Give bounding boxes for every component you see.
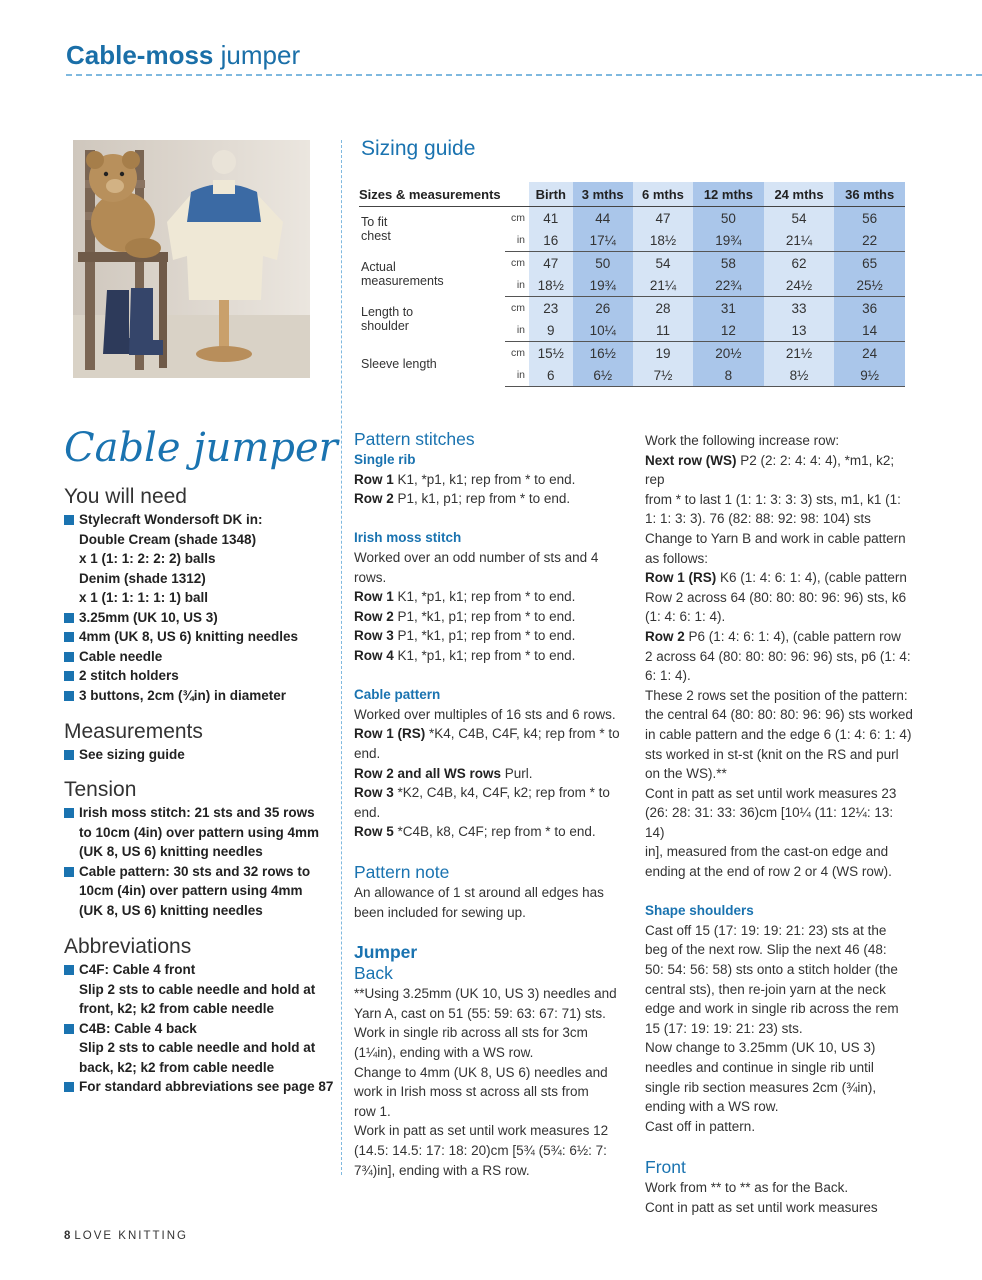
row-label: Row 1 (RS) <box>354 726 426 742</box>
size-value: 8 <box>693 364 764 387</box>
size-value: 65 <box>834 252 905 275</box>
table-header-label: Sizes & measurements <box>359 182 505 207</box>
abbreviations-heading: Abbreviations <box>64 935 192 958</box>
instruction-text: Work the following increase row: <box>645 433 840 448</box>
instruction-row <box>354 724 629 763</box>
size-value: 62 <box>764 252 835 275</box>
paragraph <box>354 984 629 1180</box>
bullet-square <box>64 691 74 701</box>
instruction-row <box>354 470 629 490</box>
instruction-row <box>354 489 629 509</box>
instruction-text: *C4B, k8, C4F; rep from * to end. <box>393 824 596 840</box>
size-value: 58 <box>693 252 764 275</box>
instruction-text: P2 (2: 2: 4: 4: 4), *m1, k2; rep from * to last 1 (1: 1: 3: 3: 3) sts, m1, k1 (1: 1: 1: 3: 3). 76 (82: 88: 92: 98: 104) sts Change to Yarn B and work in cable pattern as follows: <box>645 452 906 566</box>
size-value: 16½ <box>573 342 633 365</box>
instruction-text: P1, *k1, p1; rep from * to end. <box>393 628 576 644</box>
tension-list <box>64 803 339 920</box>
size-value: 25½ <box>834 274 905 297</box>
instruction-text: An allowance of 1 st around all edges has been included for sewing up. <box>354 885 604 921</box>
list-item-text: 3 buttons, 2cm (¾in) in diameter <box>79 687 287 703</box>
abbreviations-list <box>64 960 339 1097</box>
column-divider <box>341 140 342 1175</box>
size-value: 22 <box>834 229 905 252</box>
section-heading: Pattern note <box>354 862 450 883</box>
page-title: Cable-moss jumper <box>66 40 301 70</box>
spacer <box>354 509 629 529</box>
bullet-square <box>64 632 74 642</box>
size-value: 54 <box>764 207 835 230</box>
list-item-text: Cable needle <box>79 648 163 664</box>
material-item <box>64 686 339 706</box>
measurement-label: Sleeve length <box>361 357 437 371</box>
instruction-text: K1, *p1, k1; rep from * to end. <box>393 471 576 487</box>
instruction-text: Purl. <box>501 765 533 781</box>
paragraph <box>354 883 629 922</box>
pattern-stitches-column <box>354 428 629 1180</box>
bullet-square <box>64 613 74 623</box>
material-item <box>64 510 339 608</box>
list-item-text: 3.25mm (UK 10, US 3) <box>79 609 218 625</box>
size-value: 6½ <box>573 364 633 387</box>
size-header: 36 mths <box>834 182 905 207</box>
instruction-text: *K2, C4B, k4, C4F, k2; rep from * to end. <box>354 785 610 820</box>
material-item <box>64 647 339 667</box>
unit-label: in <box>505 274 529 297</box>
size-value: 16 <box>529 229 573 252</box>
measurement-label: Actual measurements <box>361 260 444 288</box>
size-value: 6 <box>529 364 573 387</box>
size-value: 41 <box>529 207 573 230</box>
spacer <box>354 842 629 862</box>
subheading: Shape shoulders <box>645 903 754 919</box>
row-label: Row 4 <box>354 647 394 663</box>
measurement-label: To fit chest <box>361 215 391 244</box>
tension-item <box>64 862 339 921</box>
instruction-text: Work from ** to ** as for the Back. Cont in patt as set until work measures <box>645 1179 878 1215</box>
list-item-text: 4mm (UK 8, US 6) knitting needles <box>79 629 299 644</box>
instruction-row <box>354 646 629 666</box>
size-value: 9 <box>529 319 573 342</box>
abbreviation-item <box>64 960 339 1019</box>
size-value: 10¼ <box>573 319 633 342</box>
size-value: 22¾ <box>693 274 764 297</box>
row-label: Row 1 <box>354 471 394 487</box>
size-value: 7½ <box>633 364 693 387</box>
size-value: 21¼ <box>764 229 835 252</box>
page-footer <box>64 1230 188 1242</box>
list-item-text: Cable pattern: 30 sts and 32 rows to 10cm (4in) over pattern using 4mm (UK 8, US 6) knitting needles <box>79 863 311 918</box>
instruction-row <box>645 627 915 882</box>
size-header: 6 mths <box>633 182 693 207</box>
spacer <box>354 923 629 943</box>
instruction-row <box>354 783 629 822</box>
instruction-text: P1, k1, p1; rep from * to end. <box>393 491 571 507</box>
size-value: 50 <box>573 252 633 275</box>
row-label: Row 1 <box>354 589 394 605</box>
you-will-need-heading: You will need <box>64 485 187 508</box>
unit-label: cm <box>511 347 525 359</box>
bullet-square <box>64 1082 74 1092</box>
size-value: 12 <box>693 319 764 342</box>
size-value: 9½ <box>834 364 905 387</box>
spacer <box>354 666 629 686</box>
size-value: 50 <box>693 207 764 230</box>
product-photo <box>73 140 310 378</box>
instruction-text: Worked over multiples of 16 sts and 6 rows. <box>354 706 616 722</box>
size-value: 47 <box>633 207 693 230</box>
unit-label: cm <box>511 302 525 314</box>
instruction-row <box>354 587 629 607</box>
size-value: 18½ <box>633 229 693 252</box>
instruction-text: P6 (1: 4: 6: 1: 4), (cable pattern row 2 across 64 (80: 80: 80: 96: 96) sts, p6 (1: 4: 6: 1: 4). These 2 rows set the position of the pattern: the central 64 (80: 80: 80: 96: 96) sts worked in cable pattern and the edge 6 (1: 4: 6: 1: 4) sts worked in st-st (knit on the RS and purl on the WS).** Cont in patt as set until work measures 23 (26: 28: 31: 33: 36)cm [10¼ (11: 12¼: 13: 14) in], measured from the cast-on edge and ending at the end of row 2 or 4 (WS row). <box>645 628 913 880</box>
size-value: 54 <box>633 252 693 275</box>
paragraph <box>354 705 629 725</box>
unit-label: in <box>505 229 529 252</box>
measurements-list <box>64 745 339 765</box>
abbreviation-item <box>64 1077 339 1097</box>
main-heading: Jumper <box>354 942 418 963</box>
instruction-row <box>645 451 915 569</box>
instruction-text: **Using 3.25mm (UK 10, US 3) needles and Yarn A, cast on 51 (55: 59: 63: 67: 71) sts. Work in single rib across all sts for 3cm (1¼in), ending with a WS row. Change to 4mm (UK 8, US 6) needles and work in Irish moss st across all sts from row 1. Work in patt as set until work measures 12 (14.5: 14.5: 17: 18: 20)cm [5¾ (5¾: 6½: 7: 7¾)in], ending with a RS row. <box>354 986 617 1178</box>
size-value: 44 <box>573 207 633 230</box>
subheading: Irish moss stitch <box>354 530 462 546</box>
instruction-row <box>354 626 629 646</box>
tension-item <box>64 803 339 862</box>
row-label: Row 2 and all WS rows <box>354 765 502 781</box>
page-number: 8 <box>64 1230 71 1242</box>
unit-label: in <box>505 319 529 342</box>
size-value: 47 <box>529 252 573 275</box>
pattern-title: Cable jumper <box>64 425 338 471</box>
list-item-text: For standard abbreviations see page 87 <box>79 1079 334 1094</box>
size-value: 24 <box>834 342 905 365</box>
size-value: 26 <box>573 297 633 320</box>
bullet-square <box>64 965 74 975</box>
paragraph <box>354 548 629 587</box>
row-label: Row 2 <box>354 491 394 507</box>
unit-label: in <box>505 364 529 387</box>
unit-label: cm <box>511 257 525 269</box>
subheading: Cable pattern <box>354 687 441 703</box>
bullet-square <box>64 515 74 525</box>
size-value: 23 <box>529 297 573 320</box>
size-value: 24½ <box>764 274 835 297</box>
material-item <box>64 666 339 686</box>
sizing-guide-title: Sizing guide <box>361 137 476 160</box>
bullet-square <box>64 750 74 760</box>
tension-heading: Tension <box>64 778 137 801</box>
size-value: 17¼ <box>573 229 633 252</box>
paragraph <box>645 921 915 1137</box>
paragraph <box>645 1178 915 1217</box>
row-label: Row 3 <box>354 785 394 801</box>
size-value: 11 <box>633 319 693 342</box>
instruction-row <box>354 607 629 627</box>
section-heading: Back <box>354 963 393 984</box>
paragraph <box>645 431 915 451</box>
size-value: 31 <box>693 297 764 320</box>
list-item-text: See sizing guide <box>79 747 185 762</box>
size-value: 14 <box>834 319 905 342</box>
size-value: 56 <box>834 207 905 230</box>
instruction-text: Worked over an odd number of sts and 4 rows. <box>354 549 599 585</box>
row-label: Row 2 <box>645 628 685 644</box>
size-value: 28 <box>633 297 693 320</box>
bullet-square <box>64 652 74 662</box>
instruction-text: P1, *k1, p1; rep from * to end. <box>393 608 576 624</box>
bullet-square <box>64 808 74 818</box>
list-item-text: C4B: Cable 4 back Slip 2 sts to cable needle and hold at back, k2; k2 from cable needle <box>79 1020 316 1075</box>
list-item-text: Irish moss stitch: 21 sts and 35 rows to 10cm (4in) over pattern using 4mm (UK 8, US 6) knitting needles <box>79 805 320 859</box>
subheading: Single rib <box>354 452 416 467</box>
measurement-item <box>64 745 339 765</box>
row-label: Row 5 <box>354 824 394 840</box>
size-value: 20½ <box>693 342 764 365</box>
bullet-square <box>64 1024 74 1034</box>
size-value: 21¼ <box>633 274 693 297</box>
sizing-table-body <box>359 207 905 387</box>
size-value: 18½ <box>529 274 573 297</box>
measurements-heading: Measurements <box>64 720 203 743</box>
size-value: 13 <box>764 319 835 342</box>
size-value: 36 <box>834 297 905 320</box>
instruction-text: K6 (1: 4: 6: 1: 4), (cable pattern Row 2 across 64 (80: 80: 80: 96: 96) sts, k6 (1: 4: 6: 1: 4). <box>645 570 907 625</box>
header-divider <box>66 74 982 76</box>
list-item-text: C4F: Cable 4 front Slip 2 sts to cable needle and hold at front, k2; k2 from cable needle <box>79 962 316 1016</box>
row-label: Row 3 <box>354 628 394 644</box>
size-value: 19¾ <box>573 274 633 297</box>
instruction-text: K1, *p1, k1; rep from * to end. <box>393 589 576 605</box>
size-value: 33 <box>764 297 835 320</box>
materials-list <box>64 510 339 705</box>
section-heading: Front <box>645 1156 686 1177</box>
size-value: 8½ <box>764 364 835 387</box>
list-item-text: 2 stitch holders <box>79 668 179 683</box>
size-value: 21½ <box>764 342 835 365</box>
instruction-row <box>645 568 915 627</box>
spacer <box>645 1136 915 1156</box>
row-label: Row 1 (RS) <box>645 570 717 586</box>
measurement-label: Length to shoulder <box>361 305 414 333</box>
size-value: 15½ <box>529 342 573 365</box>
size-header: 12 mths <box>693 182 764 207</box>
abbreviation-item <box>64 1019 339 1078</box>
bullet-square <box>64 671 74 681</box>
size-value: 19¾ <box>693 229 764 252</box>
instruction-text: *K4, C4B, C4F, k4; rep from * to end. <box>354 726 620 761</box>
sizing-table <box>359 182 905 387</box>
row-label: Next row (WS) <box>645 452 737 468</box>
row-label: Row 2 <box>354 608 394 624</box>
instruction-text: K1, *p1, k1; rep from * to end. <box>393 647 576 663</box>
size-header: 24 mths <box>764 182 835 207</box>
material-item <box>64 608 339 628</box>
instruction-text: Cast off 15 (17: 19: 19: 21: 23) sts at the beg of the next row. Slip the next 46 (48: 50: 54: 56: 58) sts onto a stitch holder (the central sts), then re-join yarn at the neck edge and work in single rib across the rem 15 (17: 19: 19: 21: 23) sts. Now change to 3.25mm (UK 10, US 3) needles and continue in single rib until single rib section measures 2cm (¾in), ending with a WS row. Cast off in pattern. <box>645 922 899 1134</box>
size-value: 19 <box>633 342 693 365</box>
section-heading: Pattern stitches <box>354 429 475 449</box>
size-header: 3 mths <box>573 182 633 207</box>
magazine-name: LOVE KNITTING <box>74 1230 188 1242</box>
spacer <box>645 882 915 902</box>
list-item-text: Stylecraft Wondersoft DK in: Double Cream (shade 1348) x 1 (1: 1: 2: 2: 2) balls Denim (shade 1312) x 1 (1: 1: 1: 1: 1) ball <box>79 512 263 605</box>
instruction-row <box>354 822 629 842</box>
material-item <box>64 627 339 647</box>
size-header: Birth <box>529 182 573 207</box>
unit-label: cm <box>511 212 525 224</box>
instructions-column <box>645 431 915 1217</box>
bullet-square <box>64 867 74 877</box>
instruction-row <box>354 764 629 784</box>
